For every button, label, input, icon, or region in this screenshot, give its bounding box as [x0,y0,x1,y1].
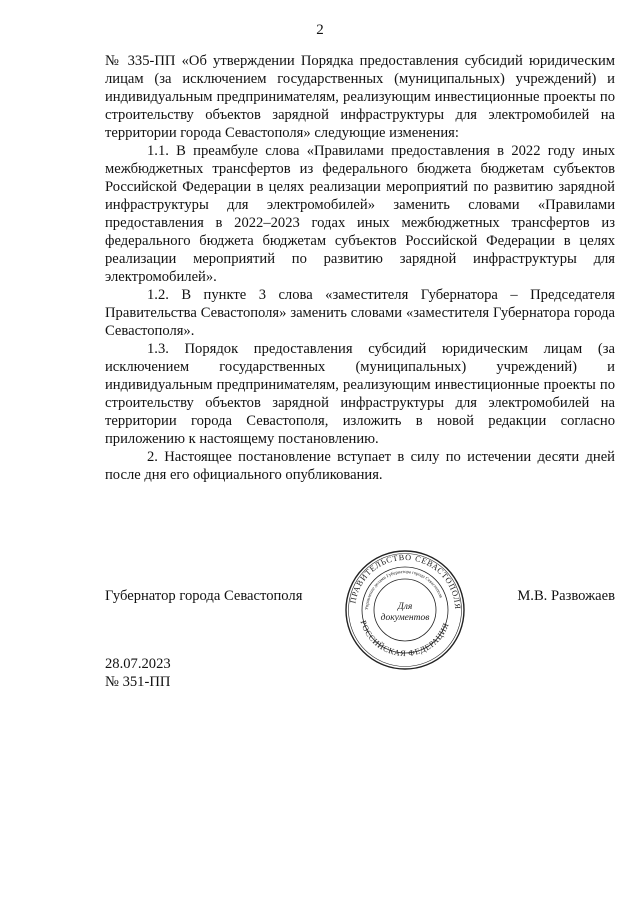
document-number: № 351-ПП [105,674,171,690]
page-number: 2 [316,22,324,38]
document-body [105,52,615,484]
paragraph-item-1-3: 1.3. Порядок предоставления субсидий юридическим лицам (за исключением государственных (муниципальных) учреждений) и индивидуальным предпринимателям, реализующим инвестиционные проекты по строительству объектов зарядной инфраструктуры для электромобилей на территории города Севастополя, изложить в новой редакции согласно приложению к настоящему постановлению. [105,341,615,447]
seal-bottom-text: РОССИЙСКАЯ ФЕДЕРАЦИЯ [358,619,451,659]
signer-title: Губернатор города Севастополя [105,588,303,604]
paragraph-item-1-2: 1.2. В пункте 3 слова «заместителя Губернатора – Председателя Правительства Севастополя» заменить словами «заместителя Губернатора города Севастополя». [105,287,615,339]
seal-center-line-2: документов [380,613,430,623]
signer-name: М.В. Развожаев [517,588,615,604]
document-date: 28.07.2023 [105,656,171,672]
seal-center-line-1: Для [397,602,413,612]
seal-outer-text: ПРАВИТЕЛЬСТВО СЕВАСТОПОЛЯ [348,552,463,610]
paragraph-item-1-1: 1.1. В преамбуле слова «Правилами предоставления в 2022 году иных межбюджетных трансфертов из федерального бюджета бюджетам субъектов Российской Федерации в целях реализации мероприятий по развитию зарядной инфраструктуры для электромобилей» заменить словами «Правилами предоставления в 2022–2023 годах иных межбюджетных трансфертов из федерального бюджета бюджетам субъектов Российской Федерации в целях реализации мероприятий по развитию зарядной инфраструктуры для электромобилей». [105,143,615,285]
official-seal [343,548,467,672]
paragraph-item-2: 2. Настоящее постановление вступает в силу по истечении десяти дней после дня его официального опубликования. [105,449,615,483]
svg-text:РОССИЙСКАЯ ФЕДЕРАЦИЯ [358,619,450,658]
seal-inner-text: Управление делами Губернатора города Севастополя [363,568,444,611]
paragraph-amendment-intro: № 335-ПП «Об утверждении Порядка предоставления субсидий юридическим лицам (за исключением государственных (муниципальных) учреждений) и индивидуальным предпринимателям, реализующим инвестиционные проекты по строительству объектов зарядной инфраструктуры для электромобилей на территории города Севастополя» следующие изменения: [105,53,615,141]
